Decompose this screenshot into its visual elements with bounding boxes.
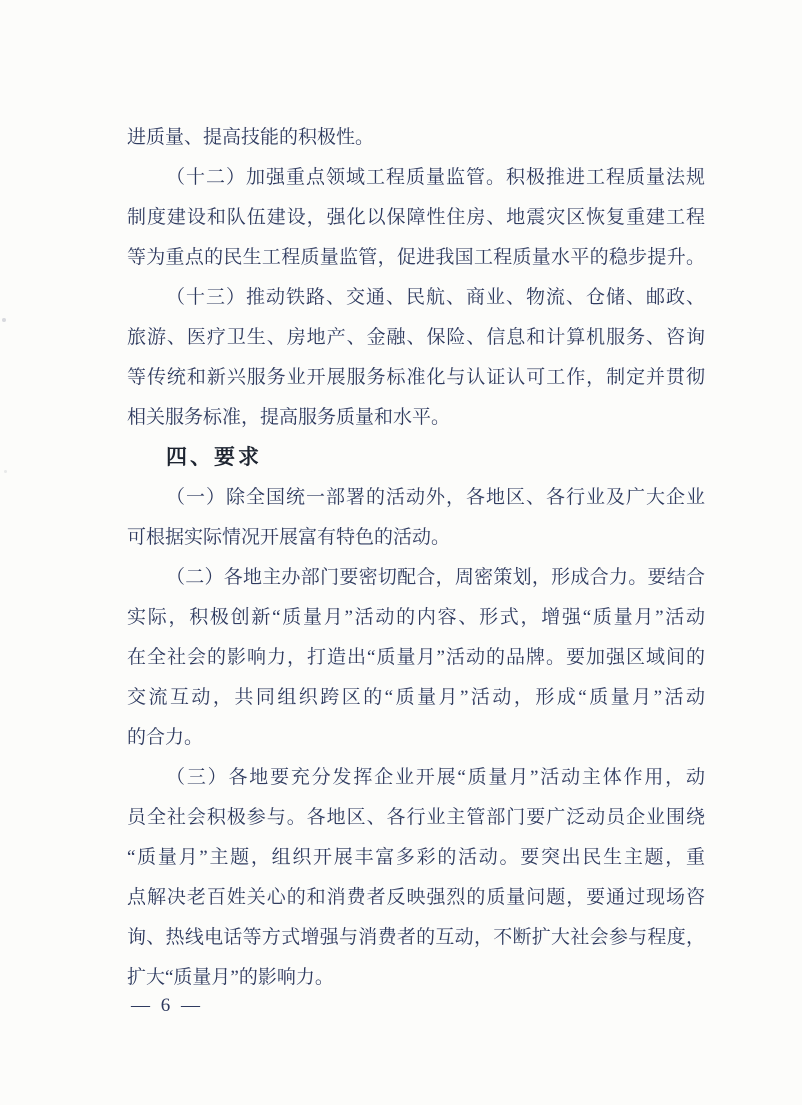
scan-speck — [4, 470, 7, 473]
text-line: 相关服务标准，提高服务质量和水平。 — [127, 407, 451, 428]
text-line: 询、热线电话等方式增强与消费者的互动，不断扩大社会参与程度， — [127, 927, 705, 948]
text-line: 扩大“质量月”的影响力。 — [127, 967, 334, 988]
text-line: 点解决老百姓关心的和消费者反映强烈的质量问题，要通过现场咨 — [127, 887, 705, 908]
page-number: — 6 — — [131, 995, 203, 1016]
text-line: （三）各地要充分发挥企业开展“质量月”活动主体作用，动 — [166, 767, 705, 788]
text-line: 等为重点的民生工程质量监管，促进我国工程质量水平的稳步提升。 — [127, 247, 705, 268]
text-line: 的合力。 — [127, 727, 204, 748]
text-line: 在全社会的影响力，打造出“质量月”活动的品牌。要加强区域间的 — [127, 647, 705, 668]
text-line: 交流互动，共同组织跨区的“质量月”活动，形成“质量月”活动 — [127, 687, 705, 708]
text-line: 可根据实际情况开展富有特色的活动。 — [127, 527, 451, 548]
text-line: 旅游、医疗卫生、房地产、金融、保险、信息和计算机服务、咨询 — [127, 327, 705, 348]
text-line: 等传统和新兴服务业开展服务标准化与认证认可工作，制定并贯彻 — [127, 367, 705, 388]
section-heading: 四、要求 — [166, 446, 262, 469]
scan-speck — [2, 318, 6, 322]
text-line: 进质量、提高技能的积极性。 — [127, 127, 375, 148]
text-line: 制度建设和队伍建设，强化以保障性住房、地震灾区恢复重建工程 — [127, 207, 705, 228]
text-line: 实际，积极创新“质量月”活动的内容、形式，增强“质量月”活动 — [127, 607, 705, 628]
document-body — [127, 118, 705, 998]
text-line: “质量月”主题，组织开展丰富多彩的活动。要突出民生主题，重 — [127, 847, 705, 868]
text-line: 员全社会积极参与。各地区、各行业主管部门要广泛动员企业围绕 — [127, 807, 705, 828]
text-line: （十二）加强重点领域工程质量监管。积极推进工程质量法规 — [166, 167, 705, 188]
text-line: （二）各地主办部门要密切配合，周密策划，形成合力。要结合 — [166, 567, 705, 588]
text-line: （十三）推动铁路、交通、民航、商业、物流、仓储、邮政、 — [166, 287, 705, 308]
text-line: （一）除全国统一部署的活动外，各地区、各行业及广大企业 — [166, 487, 705, 508]
